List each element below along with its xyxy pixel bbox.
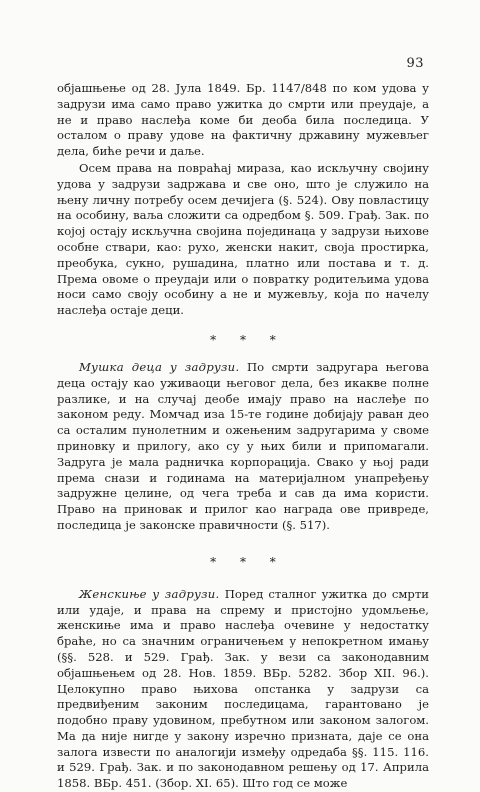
section-separator: * * * [210, 554, 286, 569]
text-body [57, 81, 429, 792]
paragraph-widow-property: Осем права на повраћај мираза, као искључну својину удова у задрузи задржава и све оно, што је служило на њену личну потребу осем дечијега (§. 524). Ову повластицу на особину, ваља сложити са одредбом §. 509. Грађ. Зак. по којој остају искључна својина појединаца у задрузи њихове особне ствари, као: рухо, женски накит, своја простирка, преобука, сукно, рушадина, платно или постава и т. д. Према овоме о преудаји или о повратку родитељима удова носи само своју особину а не и мужевљу, која по начелу наслеђа остаје деци. [57, 160, 429, 318]
section-separator: * * * [210, 332, 286, 347]
paragraph-female-members-text: Поред сталног ужитка до смрти или удаје, и права на спрему и пристојно удомљење, женскиње има и право наслеђа очевине у недостатку браће, но са значним ограничењем у непокретном имању (§§. 528. и 529. Грађ. Зак. у вези са законодавним објашњењем од 28. Нов. 1859. ВБр. 5282. Збор XII. 96.). Целокупно право њихова опстанка у задрузи са предвиђеним законим последицама, гарантовано је подобно праву удовином, пребутном или законом залогом. Ма да није нигде у закону изречно призната, даје се она залога извести по аналогији између одредаба §§. 115. 116. и 529. Грађ. Зак. и по законодавном решењу од 17. Априла 1858. ВБр. 451. (Збор. XI. 65). Што год се може [57, 586, 429, 791]
section-heading-male-children: Мушка деца у задрузи. [79, 359, 240, 374]
paragraph-male-children-text: По смрти задругара његова деца остају као уживаоци његовог дела, без икакве полне разлике, и на случај деобе имају право на наслеђе по законом реду. Момчад иза 15-те године добијају раван део са осталим пунолетним и ожењеним задругарима у своме приновку и прилогу, ако су у њих били и припомагали. Задруга је мала радничка корпорација. Свако у њој ради према снази и годинама на материјалном унапређењу задружне целине, од чега треба и сав да има користи. Право на приновак и прилог као награда ове привреде, последица је законске правичности (§. 517). [57, 359, 429, 532]
paragraph-male-children [57, 360, 429, 534]
page-number: 93 [406, 56, 424, 71]
paragraph-female-members [57, 587, 429, 792]
paragraph-widow-rights: објашњење од 28. Јула 1849. Бр. 1147/848 по ком удова у задрузи има само право ужитка до смрти или преудаје, а не и право наслеђа коме би деоба била последица. У осталом о праву удове на фактичну државину мужевљег дела, биће речи и даље. [57, 81, 429, 159]
section-heading-female-members: Женскиње у задрузи. [79, 586, 220, 601]
